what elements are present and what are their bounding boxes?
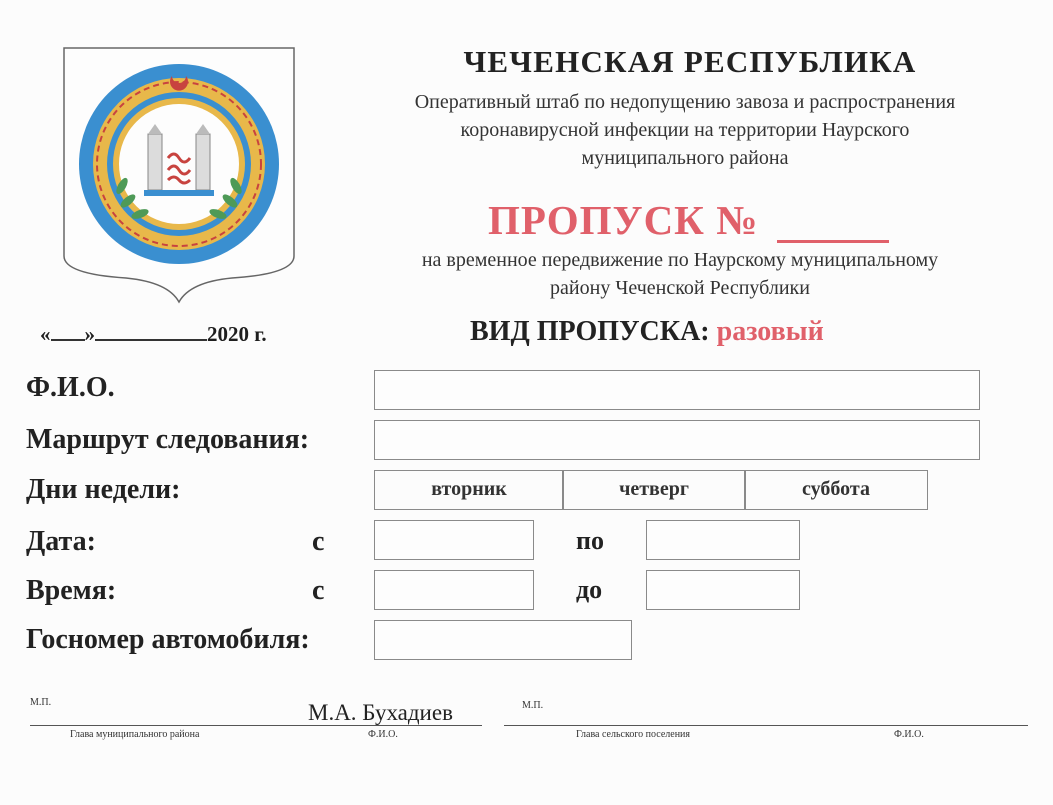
subtitle-line: муниципального района <box>581 147 789 169</box>
pass-type-value: разовый <box>716 316 824 347</box>
time-to-field[interactable] <box>646 570 800 610</box>
left-signature-line[interactable] <box>30 725 482 726</box>
staff-subtitle <box>330 88 1040 172</box>
time-from-field[interactable] <box>374 570 534 610</box>
time-to-label: до <box>576 575 603 604</box>
day-thursday[interactable]: четверг <box>562 470 746 510</box>
plate-field[interactable] <box>374 620 632 660</box>
time-from-label: с <box>312 575 325 606</box>
route-label: Маршрут следования: <box>26 424 310 455</box>
date-quote-open: « <box>40 322 51 346</box>
right-role-caption: Глава сельского поселения <box>576 729 691 740</box>
subtitle-line: коронавирусной инфекции на территории Наурского <box>460 119 910 141</box>
day-saturday[interactable]: суббота <box>744 470 928 510</box>
left-fio-caption: Ф.И.О. <box>368 729 398 740</box>
date-to-field[interactable] <box>646 520 800 560</box>
left-signer-name: М.А. Бухадиев <box>308 700 453 725</box>
pass-number-blank[interactable] <box>777 240 889 243</box>
pass-title: ПРОПУСК № <box>488 197 759 243</box>
left-stamp-label: М.П. <box>30 697 52 708</box>
fio-field[interactable] <box>374 370 980 410</box>
date-quote-close: » <box>84 322 95 346</box>
description-line: на временное передвижение по Наурскому муниципальному <box>421 249 939 271</box>
day-blank[interactable] <box>51 323 85 341</box>
days-label: Дни недели: <box>26 474 181 505</box>
date-year: 2020 г. <box>207 322 267 346</box>
date-from-label: с <box>312 526 325 557</box>
pass-type <box>470 316 824 348</box>
date-to-label: по <box>576 526 604 555</box>
day-tuesday[interactable]: вторник <box>374 470 564 510</box>
route-field[interactable] <box>374 420 980 460</box>
right-stamp-label: М.П. <box>522 700 544 711</box>
coat-of-arms-icon <box>62 46 296 304</box>
issue-date <box>40 322 267 347</box>
date-from-field[interactable] <box>374 520 534 560</box>
pass-description <box>330 246 1030 302</box>
subtitle-line: Оперативный штаб по недопущению завоза и распространения <box>414 91 956 113</box>
plate-label: Госномер автомобиля: <box>26 624 310 655</box>
month-blank[interactable] <box>95 323 207 341</box>
description-line: району Чеченской Республики <box>550 277 810 299</box>
time-label: Время: <box>26 575 117 606</box>
right-fio-caption: Ф.И.О. <box>894 729 924 740</box>
date-label: Дата: <box>26 526 96 557</box>
pass-type-label: ВИД ПРОПУСКА: <box>470 316 710 347</box>
republic-title: ЧЕЧЕНСКАЯ РЕСПУБЛИКА <box>463 44 917 79</box>
fio-label: Ф.И.О. <box>26 372 115 403</box>
right-signature-line[interactable] <box>504 725 1028 726</box>
left-role-caption: Глава муниципального района <box>70 729 200 740</box>
